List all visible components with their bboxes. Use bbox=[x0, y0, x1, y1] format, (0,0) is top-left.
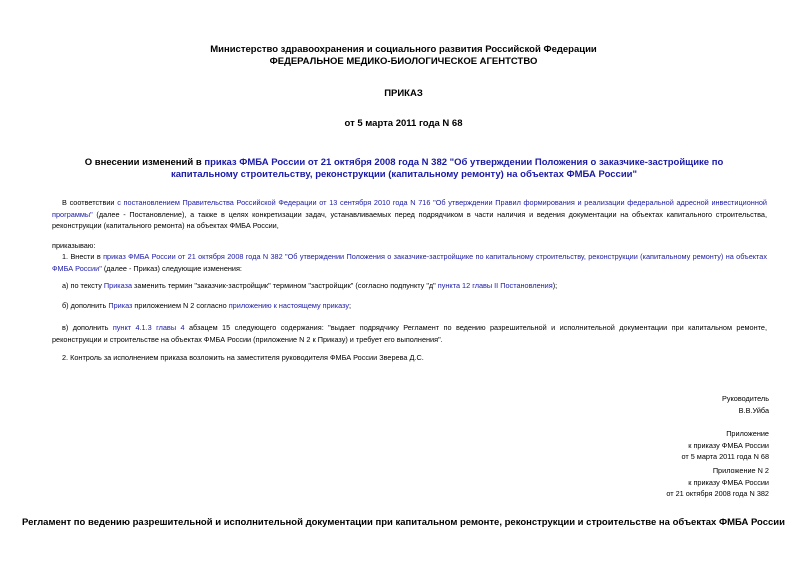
appendix-2-line-2: к приказу ФМБА России bbox=[688, 477, 769, 487]
title-prefix: О внесении изменений в bbox=[84, 157, 205, 168]
signature-block bbox=[722, 393, 769, 416]
preamble-resolution-link[interactable]: с постановлением Правительства Российской Федерации от 13 сентября 2010 года N 716 "Об утверждении Правил формирования и реализации федеральной адресной инвестиционной программы" bbox=[52, 198, 767, 219]
sub-b-text-3: ; bbox=[349, 301, 352, 310]
sub-v-clause-link[interactable]: пункт 4.1.3 главы 4 bbox=[112, 323, 185, 332]
appendix-1-block bbox=[681, 428, 769, 463]
signature-position: Руководитель bbox=[721, 394, 769, 403]
sub-b-text-1: б) дополнить bbox=[62, 301, 109, 310]
sub-b-appendix-link[interactable]: приложению к настоящему приказу bbox=[228, 301, 349, 310]
item-1-text-2: (далее - Приказ) следующие изменения: bbox=[101, 263, 242, 273]
agency-name: ФЕДЕРАЛЬНОЕ МЕДИКО-БИОЛОГИЧЕСКОЕ АГЕНТСТВО bbox=[269, 56, 538, 67]
item-2-paragraph: 2. Контроль за исполнением приказа возложить на заместителя руководителя ФМБА России Зверева Д.С. bbox=[62, 353, 424, 362]
signature-name: В.В.Уйба bbox=[738, 405, 769, 415]
order-word: приказываю: bbox=[52, 241, 96, 250]
sub-a-text-4: ); bbox=[552, 281, 558, 290]
item-1-text-1: 1. Внести в bbox=[62, 252, 104, 261]
sub-a-text-1: а) по тексту bbox=[62, 281, 104, 290]
sub-a-order-link[interactable]: Приказа bbox=[103, 281, 133, 290]
sub-b-text-2: приложением N 2 согласно bbox=[132, 301, 229, 310]
title-order-link[interactable]: приказ ФМБА России от 21 октября 2008 года N 382 "Об утверждении Положения о заказчике-застройщике по капитальному строительству, реконструкции (капитальному ремонту) на объектах ФМБА России" bbox=[170, 157, 724, 180]
sub-v-text-1: в) дополнить bbox=[62, 323, 113, 332]
sub-item-a bbox=[52, 280, 767, 292]
appendix-1-line-2: к приказу ФМБА России bbox=[688, 440, 769, 450]
sub-v-text-2: абзацем 15 следующего содержания: "выдает подрядчику Регламент по ведению разрешительной и исполнительной документации при капитальном ремонте, реконструкции и строительстве на объектах ФМБА России (приложение N 2 к Приказу) и требует его выполнения". bbox=[52, 323, 767, 344]
preamble-text-2: (далее - Постановление), а также в целях конкретизации задач, устанавливаемых перед подрядчиком в части наличия и ведения документации на объектах капитального строительства, реконструкции (капитального ремонта) на объектах ФМБА России, bbox=[52, 209, 767, 230]
appendix-1-line-3: от 5 марта 2011 года N 68 bbox=[681, 452, 769, 461]
document-type: ПРИКАЗ bbox=[384, 88, 423, 99]
preamble-paragraph bbox=[52, 197, 767, 232]
appendix-2-block bbox=[666, 465, 769, 500]
sub-b-order-link[interactable]: Приказ bbox=[108, 301, 133, 310]
document-title bbox=[62, 157, 746, 181]
regulation-title: Регламент по ведению разрешительной и исполнительной документации при капитальном ремонте, реконструкции и строительстве на объектах ФМБА России bbox=[22, 517, 785, 528]
appendix-2-line-1: Приложение N 2 bbox=[712, 466, 769, 475]
appendix-1-line-1: Приложение bbox=[726, 429, 769, 438]
preamble-text-1: В соответствии bbox=[62, 198, 118, 207]
header-block bbox=[0, 44, 807, 68]
sub-a-resolution-link[interactable]: Постановления bbox=[500, 281, 553, 290]
sub-a-text-2: заменить термин "заказчик-застройщик" термином "застройщик" (согласно подпункту "д" bbox=[132, 281, 438, 290]
item-1-paragraph bbox=[52, 251, 767, 274]
appendix-2-line-3: от 21 октября 2008 года N 382 bbox=[666, 489, 769, 498]
sub-item-v bbox=[52, 322, 767, 345]
document-date-number: от 5 марта 2011 года N 68 bbox=[344, 118, 463, 129]
item-1-order-link[interactable]: приказ ФМБА России от 21 октября 2008 года N 382 "Об утверждении Положения о заказчике-застройщике по капитальному строительству, реконструкции (капитальному ремонту) на объектах ФМБА России" bbox=[52, 252, 767, 273]
sub-a-clause-link[interactable]: пункта 12 главы II bbox=[437, 281, 499, 290]
ministry-name: Министерство здравоохранения и социального развития Российской Федерации bbox=[210, 44, 597, 55]
sub-item-b bbox=[52, 300, 767, 312]
